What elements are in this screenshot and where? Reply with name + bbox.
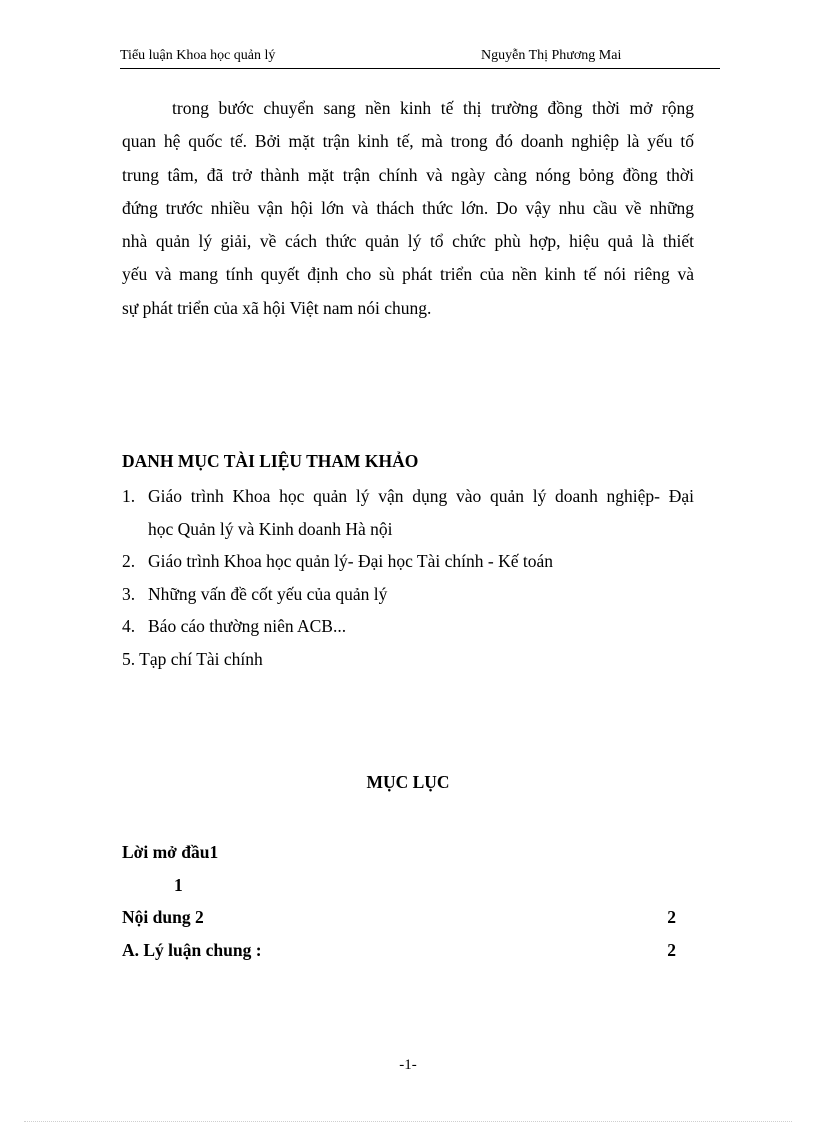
- list-item: [122, 578, 694, 611]
- table-of-contents: [122, 836, 682, 966]
- header-author: Nguyễn Thị Phương Mai: [481, 48, 622, 63]
- list-number: 1.: [122, 486, 136, 506]
- page-bottom-divider: [24, 1121, 792, 1122]
- list-number: 4.: [122, 616, 136, 636]
- reference-text: học Quản lý và Kinh doanh Hà nội: [148, 518, 393, 539]
- list-item: [122, 610, 694, 643]
- toc-label: 1: [174, 874, 183, 895]
- toc-label: A. Lý luận chung :: [122, 939, 262, 960]
- page-number: -1-: [399, 1057, 417, 1073]
- body-line: sự phát triển của xã hội Việt nam nói chung.: [122, 297, 432, 318]
- reference-list: [122, 480, 694, 675]
- toc-heading: MỤC LỤC: [366, 772, 450, 792]
- toc-page: 2: [667, 907, 676, 927]
- reference-text: 5. Tạp chí Tài chính: [122, 648, 263, 669]
- references-heading: DANH MỤC TÀI LIỆU THAM KHẢO: [122, 451, 419, 471]
- list-item: [122, 643, 694, 676]
- toc-row: [122, 934, 682, 967]
- reference-text: Những vấn đề cốt yếu của quản lý: [148, 583, 388, 604]
- toc-row: [122, 836, 682, 869]
- body-paragraph: [122, 92, 694, 325]
- list-item: [122, 545, 694, 578]
- reference-text: Giáo trình Khoa học quản lý- Đại học Tài chính - Kế toán: [148, 551, 553, 571]
- body-line: nhà quản lý giải, về cách thức quản lý tổ chức phù hợp, hiệu quả là thiết: [122, 231, 694, 252]
- reference-text: Báo cáo thường niên ACB...: [148, 616, 347, 636]
- header-title: Tiểu luận Khoa học quản lý: [120, 48, 276, 63]
- body-line: yếu và mang tính quyết định cho sù phát triển của nền kinh tế nói riêng và: [122, 264, 694, 285]
- body-line: trong bước chuyển sang nền kinh tế thị trường đồng thời mở rộng: [172, 98, 694, 118]
- toc-page: 2: [667, 939, 676, 960]
- list-item: [122, 480, 694, 545]
- body-line: đứng trước nhiều vận hội lớn và thách thức lớn. Do vậy nhu cầu về những: [122, 197, 694, 218]
- toc-label: Nội dung 2: [122, 907, 204, 927]
- reference-text: Giáo trình Khoa học quản lý vận dụng vào quản lý doanh nghiệp- Đại: [148, 486, 694, 506]
- toc-row: [122, 869, 682, 902]
- toc-label: Lời mở đầu1: [122, 842, 219, 862]
- body-line: trung tâm, đã trở thành mặt trận chính và ngày càng nóng bỏng đồng thời: [122, 164, 694, 185]
- list-number: 2.: [122, 551, 136, 571]
- list-number: 3.: [122, 583, 136, 604]
- body-line: quan hệ quốc tế. Bởi mặt trận kinh tế, mà trong đó doanh nghiệp là yếu tố: [122, 131, 694, 152]
- toc-row: [122, 901, 682, 934]
- page-header: [120, 48, 720, 69]
